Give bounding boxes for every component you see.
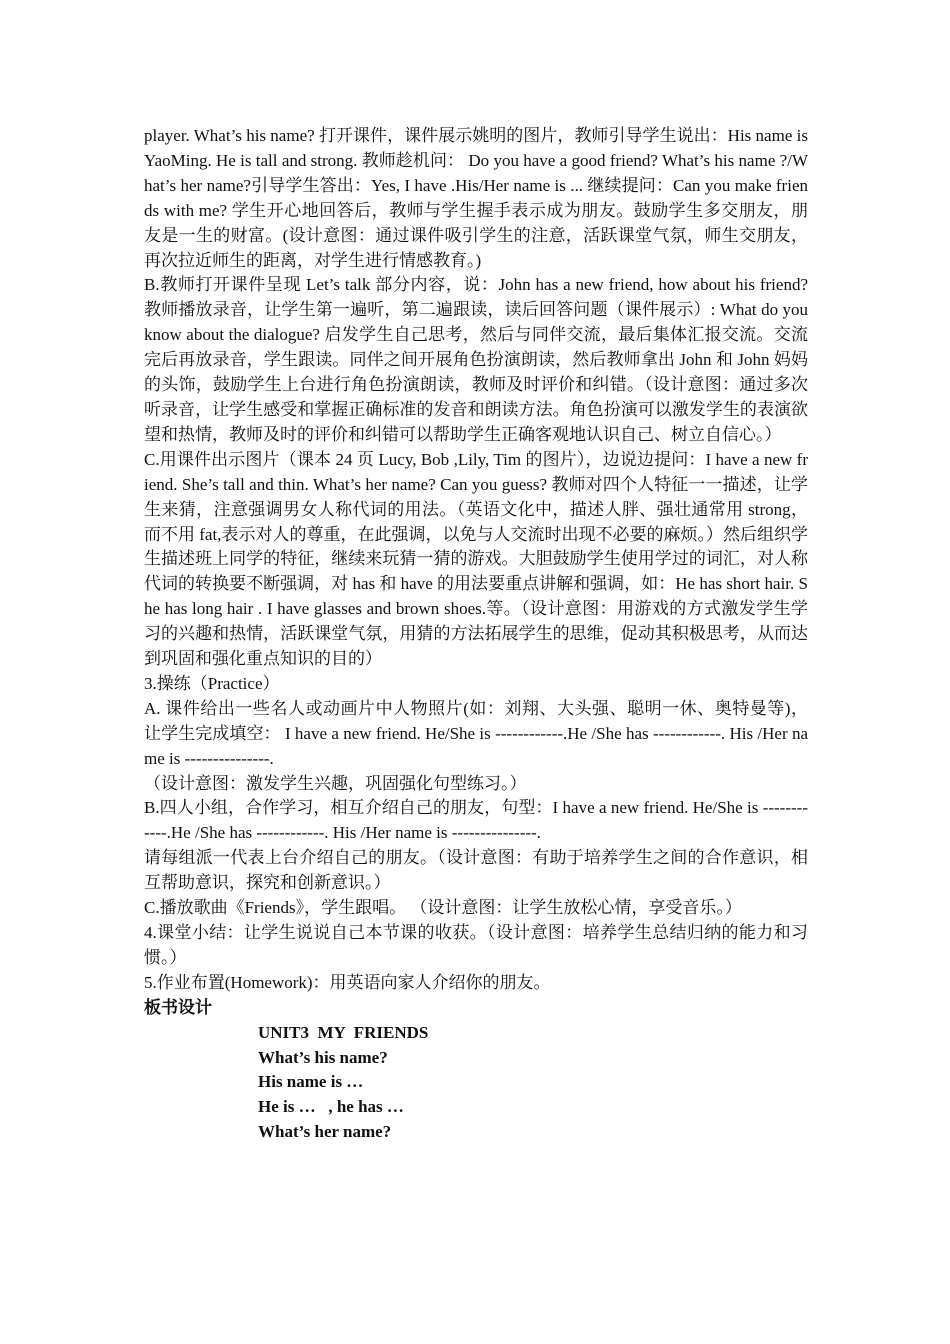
document-page <box>144 124 808 1145</box>
board-line: What’s his name? <box>258 1047 388 1067</box>
board-line: What’s her name? <box>258 1122 392 1142</box>
paragraph-intro: player. What’s his name? 打开课件，课件展示姚明的图片，教师引导学生说出：His name is YaoMing. He is tall and strong. 教师趁机问： Do you have a good friend? What’s his name ?/What’s her name?引导学生答出：Yes, I have .His/Her name is ... 继续提问：Can you make friends with me? 学生开心地回答后，教师与学生握手表示成为朋友。鼓励学生多交朋友，朋友是一生的财富。(设计意图：通过课件吸引学生的注意，活跃课堂气氛，师生交朋友，再次拉近师生的距离，对学生进行情感教育。) <box>144 126 808 270</box>
paragraph-practice-a-intent: （设计意图：激发学生兴趣，巩固强化句型练习。） <box>144 773 527 793</box>
paragraph-section-b-lets-talk: B.教师打开课件呈现 Let’s talk 部分内容，说：John has a new friend, how about his friend?教师播放录音，让学生第一遍听，第二遍跟读，读后回答问题（课件展示）: What do you know about the dialogue? 启发学生自己思考，然后与同伴交流，最后集体汇报交流。交流完后再放录音，学生跟读。同伴之间开展角色扮演朗读，然后教师拿出 John 和 John 妈妈的头饰，鼓励学生上台进行角色扮演朗读，教师及时评价和纠错。（设计意图：通过多次听录音，让学生感受和掌握正确标准的发音和朗读方法。角色扮演可以激发学生的表演欲望和热情，教师及时的评价和纠错可以帮助学生正确客观地认识自己、树立自信心。） <box>144 275 808 444</box>
paragraph-practice-heading: 3.操练（Practice） <box>144 673 280 693</box>
board-line: He is … , he has … <box>258 1097 404 1117</box>
paragraph-practice-b-intent: 请每组派一代表上台介绍自己的朋友。（设计意图：有助于培养学生之间的合作意识，相互帮助意识，探究和创新意识。） <box>144 848 808 893</box>
board-design-heading: 板书设计 <box>144 997 212 1017</box>
paragraph-practice-b: B.四人小组，合作学习，相互介绍自己的朋友，句型：I have a new friend. He/She is ------------.He /She has ------------. His /Her name is ---------------. <box>144 798 808 843</box>
board-line: His name is … <box>258 1072 364 1092</box>
board-line-title: UNIT3 MY FRIENDS <box>258 1022 429 1042</box>
paragraph-practice-c: C.播放歌曲《Friends》，学生跟唱。 （设计意图：让学生放松心情，享受音乐。） <box>144 898 742 918</box>
paragraph-summary: 4.课堂小结：让学生说说自己本节课的收获。（设计意图：培养学生总结归纳的能力和习惯。） <box>144 923 808 967</box>
paragraph-practice-a: A. 课件给出一些名人或动画片中人物照片(如：刘翔、大头强、聪明一休、奥特曼等)， 让学生完成填空： I have a new friend. He/She is ------------.He /She has ------------. His /Her name is ---------------. <box>144 698 808 768</box>
board-design-block <box>144 1021 808 1146</box>
paragraph-section-c-guess-game: C.用课件出示图片（课本 24 页 Lucy, Bob ,Lily, Tim 的图片），边说边提问：I have a new friend. She’s tall and thin. What’s her name? Can you guess? 教师对四个人特征一一描述，让学生来猜，注意强调男女人称代词的用法。（英语文化中，描述人胖、强壮通常用 strong，而不用 fat,表示对人的尊重，在此强调，以免与人交流时出现不必要的麻烦。）然后组织学生描述班上同学的特征，继续来玩猜一猜的游戏。大胆鼓励学生使用学过的词汇，对人称代词的转换要不断强调，对 has 和 have 的用法要重点讲解和强调，如：He has short hair. She has long hair . I have glasses and brown shoes.等。（设计意图：用游戏的方式激发学生学习的兴趣和热情，活跃课堂气氛，用猜的方法拓展学生的思维，促动其积极思考，从而达到巩固和强化重点知识的目的） <box>144 449 808 669</box>
paragraph-homework: 5.作业布置(Homework)：用英语向家人介绍你的朋友。 <box>144 972 551 992</box>
